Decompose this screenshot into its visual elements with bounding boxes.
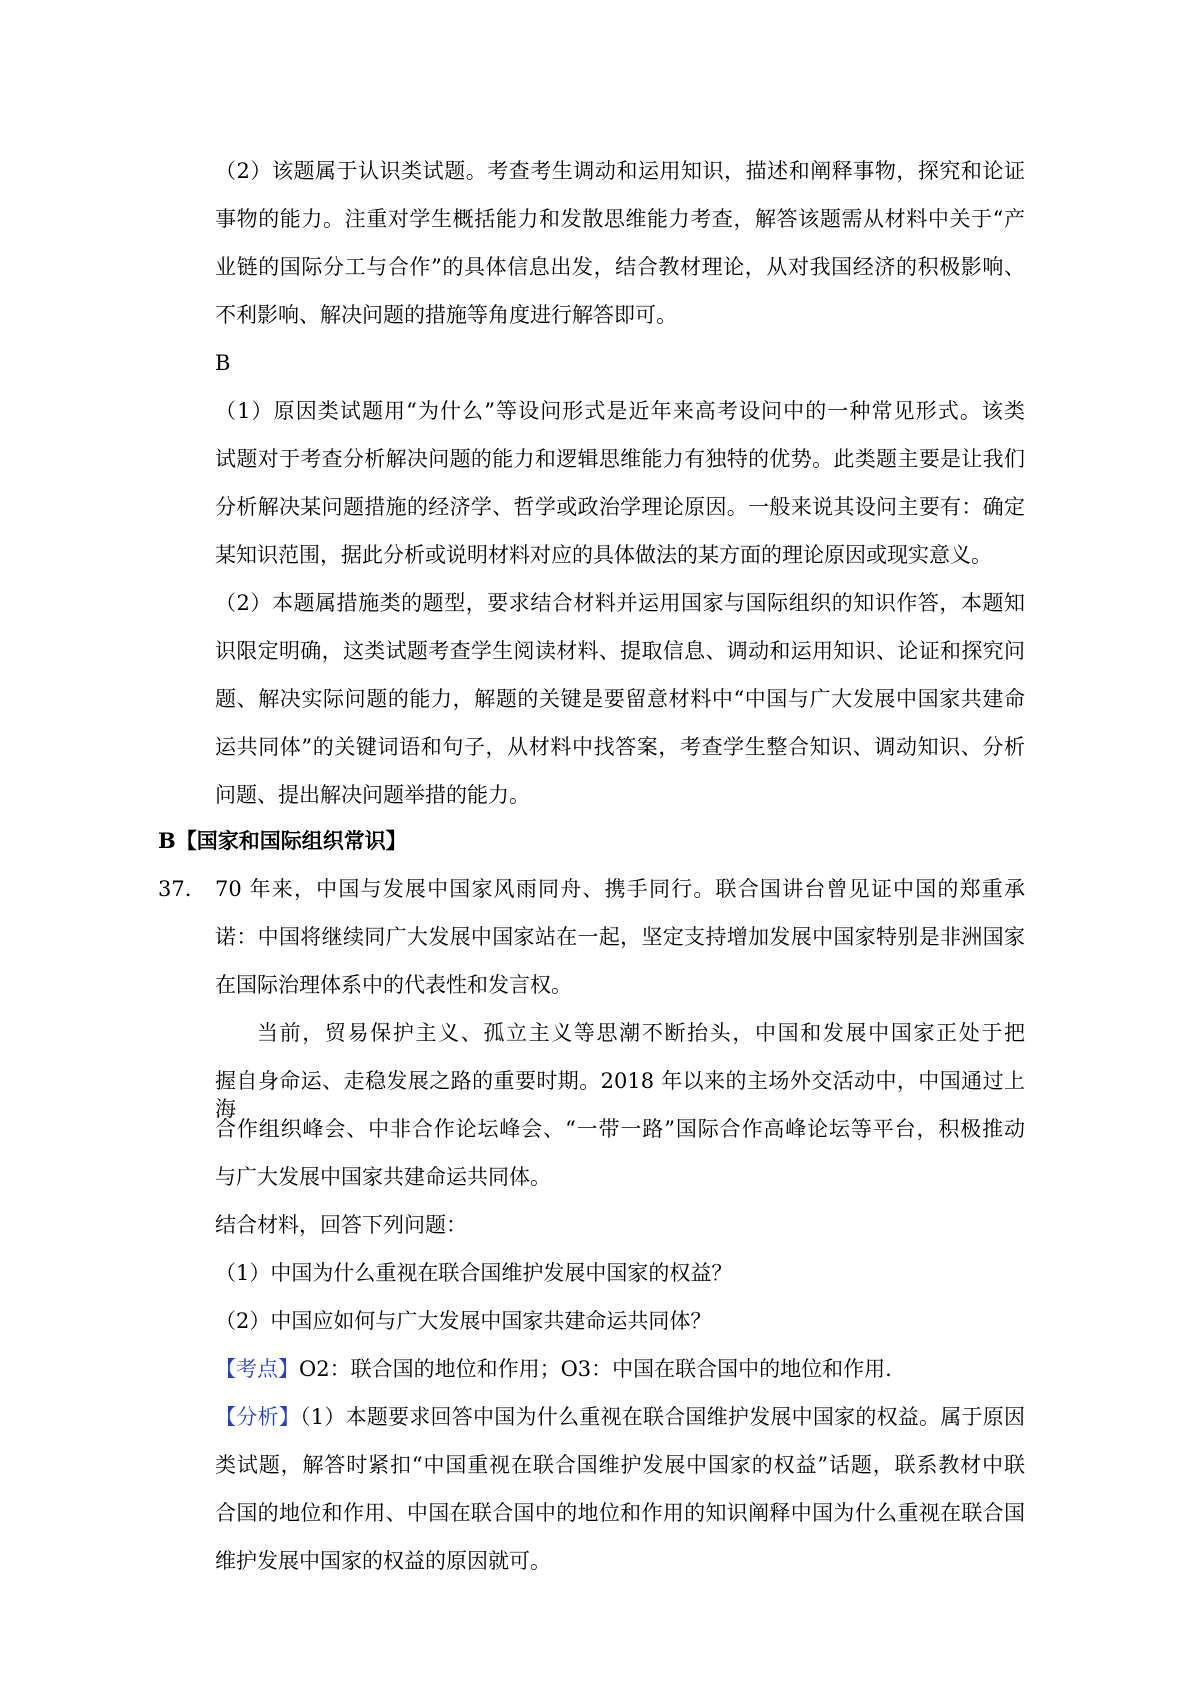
kaodian-label: 考点 <box>236 1357 278 1381</box>
prev-answer-line: 不利影响、解决问题的措施等角度进行解答即可。 <box>215 303 677 327</box>
b-analysis-line: 识限定明确，这类试题考查学生阅读材料、提取信息、调动和运用知识、论证和探究问 <box>215 639 1025 663</box>
fenxi-line: 维护发展中国家的权益的原因就可。 <box>215 1549 551 1573</box>
question-material-line: 在国际治理体系中的代表性和发言权。 <box>215 973 572 997</box>
section-heading: B【国家和国际组织常识】 <box>158 828 407 853</box>
b-analysis-line: 某知识范围，据此分析或说明材料对应的具体做法的某方面的理论原因或现实意义。 <box>215 543 992 567</box>
fenxi-bracket-open: 【 <box>215 1405 237 1429</box>
question-number: 37. <box>158 877 192 901</box>
kaodian-bracket-open: 【 <box>215 1357 236 1381</box>
kaodian-text: O2：联合国的地位和作用；O3：中国在联合国中的地位和作用. <box>299 1357 892 1381</box>
question-material-line: 诺：中国将继续同广大发展中国家站在一起，坚定支持增加发展中国家特别是非洲国家 <box>215 925 1025 949</box>
question-material-line: 70 年来，中国与发展中国家风雨同舟、携手同行。联合国讲台曾见证中国的郑重承 <box>215 877 1025 901</box>
fenxi-bracket-close: 】 <box>278 1405 300 1429</box>
question-prompt: 结合材料，回答下列问题： <box>215 1213 467 1237</box>
sub-question-1: （1）中国为什么重视在联合国维护发展中国家的权益？ <box>215 1261 733 1285</box>
fenxi-label: 分析 <box>236 1405 279 1429</box>
b-analysis-line: 运共同体”的关键词语和句子，从材料中找答案，考查学生整合知识、调动知识、分析 <box>215 735 1025 759</box>
b-analysis-line: （1）原因类试题用“为什么”等设问形式是近年来高考设问中的一种常见形式。该类 <box>215 399 1025 423</box>
b-analysis-line: （2）本题属措施类的题型，要求结合材料并运用国家与国际组织的知识作答，本题知 <box>215 591 1025 615</box>
sub-question-2: （2）中国应如何与广大发展中国家共建命运共同体？ <box>215 1309 712 1333</box>
prev-answer-line: （2）该题属于认识类试题。考查考生调动和运用知识，描述和阐释事物，探究和论证 <box>215 159 1025 183</box>
b-analysis-line: 问题、提出解决问题举措的能力。 <box>215 783 530 807</box>
question-material-line: 与广大发展中国家共建命运共同体。 <box>215 1165 551 1189</box>
b-analysis-line: 题、解决实际问题的能力，解题的关键是要留意材料中“中国与广大发展中国家共建命 <box>215 687 1025 711</box>
fenxi-first-text: （1）本题要求回答中国为什么重视在联合国维护发展中国家的权益。属于原因 <box>299 1405 1026 1429</box>
question-material-line: 合作组织峰会、中非合作论坛峰会、“一带一路”国际合作高峰论坛等平台，积极推动 <box>215 1117 1025 1141</box>
prev-answer-line: 事物的能力。注重对学生概括能力和发散思维能力考查，解答该题需从材料中关于“产 <box>215 207 1025 231</box>
fenxi-first-line <box>215 1403 1025 1431</box>
fenxi-line: 类试题，解答时紧扣“中国重视在联合国维护发展中国家的权益”话题，联系教材中联 <box>215 1453 1025 1477</box>
prev-answer-line: 业链的国际分工与合作”的具体信息出发，结合教材理论，从对我国经济的积极影响、 <box>215 255 1025 279</box>
fenxi-line: 合国的地位和作用、中国在联合国中的地位和作用的知识阐释中国为什么重视在联合国 <box>215 1501 1025 1525</box>
kaodian-line <box>215 1355 892 1383</box>
question-material-line: 当前，贸易保护主义、孤立主义等思潮不断抬头，中国和发展中国家正处于把 <box>257 1021 1025 1045</box>
section-b-marker: B <box>215 351 231 375</box>
kaodian-bracket-close: 】 <box>278 1357 299 1381</box>
b-analysis-line: 分析解决某问题措施的经济学、哲学或政治学理论原因。一般来说其设问主要有：确定 <box>215 495 1025 519</box>
b-analysis-line: 试题对于考查分析解决问题的能力和逻辑思维能力有独特的优势。此类题主要是让我们 <box>215 447 1025 471</box>
question-material-line: 握自身命运、走稳发展之路的重要时期。2018 年以来的主场外交活动中，中国通过上海 <box>215 1069 1025 1121</box>
